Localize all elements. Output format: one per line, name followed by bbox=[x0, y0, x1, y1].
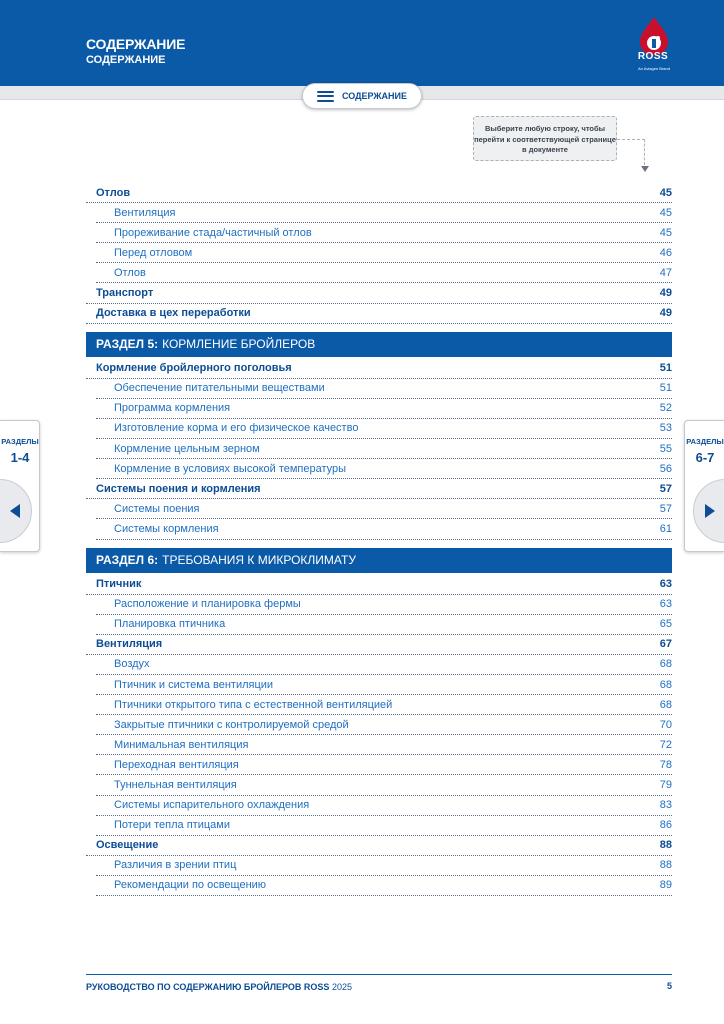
toc-entry-page: 68 bbox=[659, 658, 672, 671]
toc-entry-page: 68 bbox=[659, 678, 672, 691]
toc-topic-row[interactable] bbox=[96, 856, 672, 876]
hint-arrow-icon bbox=[641, 166, 649, 172]
prev-sections-tab[interactable] bbox=[0, 420, 40, 552]
toc-entry-page: 83 bbox=[659, 799, 672, 812]
toc-entry-title: Обеспечение питательными веществами bbox=[114, 382, 325, 395]
toc-entry-title: Вентиляция bbox=[96, 638, 163, 651]
toc-entry-title: Программа кормления bbox=[114, 402, 231, 415]
toc-entry-title: Туннельная вентиляция bbox=[114, 778, 237, 791]
next-sections-label: РАЗДЕЛЫ bbox=[686, 437, 724, 446]
toc-topic-row[interactable] bbox=[96, 399, 672, 419]
toc-entry-page: 52 bbox=[659, 402, 672, 415]
toc-entry-title: Освещение bbox=[96, 839, 159, 852]
footer-title bbox=[86, 982, 352, 992]
toc-entry-page: 49 bbox=[659, 307, 672, 320]
toc-entry-title: Перед отловом bbox=[114, 246, 193, 259]
toc-entry-page: 65 bbox=[659, 618, 672, 631]
arrow-left-icon bbox=[10, 504, 20, 518]
toc-entry-title: Рекомендации по освещению bbox=[114, 879, 267, 892]
footer-rule bbox=[86, 974, 672, 975]
toc-entry-page: 49 bbox=[659, 287, 672, 300]
toc-chapter-row[interactable] bbox=[86, 635, 672, 655]
navigation-hint: Выберите любую строку, чтобы перейти к соответствующей странице в документе bbox=[473, 116, 617, 161]
section-5-number: РАЗДЕЛ 5: bbox=[96, 337, 159, 352]
toc-entry-page: 47 bbox=[659, 266, 672, 279]
toc-entry-page: 67 bbox=[659, 638, 672, 651]
toc-entry-title: Системы поения bbox=[114, 502, 200, 515]
toc-entry-page: 45 bbox=[659, 186, 672, 199]
toc-topic-row[interactable] bbox=[96, 695, 672, 715]
toc-entry-title: Кормление в условиях высокой температуры bbox=[114, 462, 347, 475]
toc-topic-row[interactable] bbox=[96, 263, 672, 283]
logo-tagline: An Aviagen Brand bbox=[638, 66, 670, 71]
toc-chapter-row[interactable] bbox=[86, 183, 672, 203]
toc-entry-page: 79 bbox=[659, 778, 672, 791]
toc-topic-row[interactable] bbox=[96, 675, 672, 695]
toc-topic-row[interactable] bbox=[96, 796, 672, 816]
toc-entry-title: Закрытые птичники с контролируемой средой bbox=[114, 718, 349, 731]
toc-topic-row[interactable] bbox=[96, 243, 672, 263]
toc-entry-page: 53 bbox=[659, 422, 672, 435]
page-subtitle: СОДЕРЖАНИЕ bbox=[86, 54, 166, 66]
toc-entry-page: 55 bbox=[659, 442, 672, 455]
footer-year: 2025 bbox=[331, 982, 352, 992]
section-5-title: КОРМЛЕНИЕ БРОЙЛЕРОВ bbox=[162, 337, 316, 352]
toc-topic-row[interactable] bbox=[96, 223, 672, 243]
toc-entry-page: 51 bbox=[659, 362, 672, 375]
toc-entry-title: Отлов bbox=[96, 186, 131, 199]
table-of-contents bbox=[86, 183, 672, 896]
toc-entry-page: 78 bbox=[659, 758, 672, 771]
next-sections-tab[interactable] bbox=[684, 420, 724, 552]
toc-entry-page: 46 bbox=[659, 246, 672, 259]
toc-entry-page: 57 bbox=[659, 482, 672, 495]
logo-wordmark: ROSS bbox=[637, 51, 669, 62]
toc-chapter-row[interactable] bbox=[86, 836, 672, 856]
toc-topic-row[interactable] bbox=[96, 459, 672, 479]
hamburger-menu-icon bbox=[317, 91, 334, 102]
toc-entry-page: 63 bbox=[659, 598, 672, 611]
toc-topic-row[interactable] bbox=[96, 499, 672, 519]
toc-entry-page: 45 bbox=[659, 206, 672, 219]
toc-entry-title: Различия в зрении птиц bbox=[114, 859, 237, 872]
toc-topic-row[interactable] bbox=[96, 816, 672, 836]
toc-topic-row[interactable] bbox=[96, 735, 672, 755]
page-title: СОДЕРЖАНИЕ bbox=[86, 36, 186, 52]
toc-entry-page: 63 bbox=[659, 578, 672, 591]
toc-entry-page: 51 bbox=[659, 382, 672, 395]
toc-topic-row[interactable] bbox=[96, 615, 672, 635]
toc-button[interactable] bbox=[302, 83, 422, 109]
toc-entry-title: Воздух bbox=[114, 658, 150, 671]
footer-guide-name: РУКОВОДСТВО ПО СОДЕРЖАНИЮ БРОЙЛЕРОВ ROSS bbox=[86, 982, 330, 992]
toc-entry-title: Птичник bbox=[96, 578, 142, 591]
toc-chapter-row[interactable] bbox=[86, 479, 672, 499]
toc-entry-title: Переходная вентиляция bbox=[114, 758, 239, 771]
toc-entry-title: Системы кормления bbox=[114, 522, 219, 535]
toc-topic-row[interactable] bbox=[96, 775, 672, 795]
toc-entry-title: Кормление цельным зерном bbox=[114, 442, 260, 455]
toc-entry-title: Птичники открытого типа с естественной вентиляцией bbox=[114, 698, 393, 711]
toc-topic-row[interactable] bbox=[96, 655, 672, 675]
hint-connector bbox=[617, 139, 645, 165]
section-6-number: РАЗДЕЛ 6: bbox=[96, 553, 159, 567]
page-number: 5 bbox=[666, 981, 672, 991]
next-sections-range: 6-7 bbox=[695, 450, 715, 465]
toc-entry-page: 89 bbox=[659, 879, 672, 892]
toc-chapter-row[interactable] bbox=[86, 575, 672, 595]
toc-topic-row[interactable] bbox=[96, 755, 672, 775]
toc-entry-page: 88 bbox=[659, 839, 672, 852]
toc-chapter-row[interactable] bbox=[86, 304, 672, 324]
toc-entry-title: Прореживание стада/частичный отлов bbox=[114, 226, 312, 239]
toc-entry-title: Кормление бройлерного поголовья bbox=[96, 362, 292, 375]
toc-entry-page: 72 bbox=[659, 738, 672, 751]
toc-entry-title: Транспорт bbox=[96, 287, 154, 300]
toc-entry-title: Минимальная вентиляция bbox=[114, 738, 249, 751]
ross-logo-icon bbox=[631, 14, 677, 74]
toc-entry-title: Изготовление корма и его физическое качество bbox=[114, 422, 359, 435]
toc-group-top bbox=[86, 183, 672, 324]
page-header bbox=[0, 0, 724, 86]
toc-entry-title: Отлов bbox=[114, 266, 146, 279]
toc-button-label: СОДЕРЖАНИЕ bbox=[341, 91, 408, 101]
toc-chapter-row[interactable] bbox=[86, 283, 672, 303]
toc-entry-title: Расположение и планировка фермы bbox=[114, 598, 301, 611]
section-5-header[interactable] bbox=[86, 332, 672, 357]
toc-topic-row[interactable] bbox=[96, 379, 672, 399]
toc-entry-page: 70 bbox=[659, 718, 672, 731]
toc-topic-row[interactable] bbox=[96, 715, 672, 735]
toc-topic-row[interactable] bbox=[96, 519, 672, 539]
toc-topic-row[interactable] bbox=[96, 595, 672, 615]
toc-entry-page: 56 bbox=[659, 462, 672, 475]
toc-group-section-5 bbox=[86, 359, 672, 540]
toc-entry-page: 45 bbox=[659, 226, 672, 239]
toc-entry-page: 61 bbox=[659, 522, 672, 535]
section-6-header[interactable] bbox=[86, 548, 672, 573]
toc-entry-page: 86 bbox=[659, 819, 672, 832]
toc-chapter-row[interactable] bbox=[86, 359, 672, 379]
toc-topic-row[interactable] bbox=[96, 419, 672, 439]
toc-topic-row[interactable] bbox=[96, 439, 672, 459]
toc-topic-row[interactable] bbox=[96, 203, 672, 223]
prev-sections-label: РАЗДЕЛЫ bbox=[1, 437, 39, 446]
toc-entry-title: Системы испарительного охлаждения bbox=[114, 799, 310, 812]
toc-topic-row[interactable] bbox=[96, 876, 672, 896]
toc-entry-title: Птичник и система вентиляции bbox=[114, 678, 274, 691]
section-6-title: ТРЕБОВАНИЯ К МИКРОКЛИМАТУ bbox=[162, 553, 356, 567]
toc-group-section-6 bbox=[86, 575, 672, 897]
toc-entry-page: 68 bbox=[659, 698, 672, 711]
toc-entry-title: Системы поения и кормления bbox=[96, 482, 261, 495]
toc-entry-title: Вентиляция bbox=[114, 206, 176, 219]
prev-sections-range: 1-4 bbox=[10, 450, 30, 465]
arrow-right-icon bbox=[705, 504, 715, 518]
toc-entry-title: Доставка в цех переработки bbox=[96, 307, 251, 320]
toc-entry-page: 88 bbox=[659, 859, 672, 872]
toc-entry-page: 57 bbox=[659, 502, 672, 515]
toc-entry-title: Потери тепла птицами bbox=[114, 819, 230, 832]
toc-entry-title: Планировка птичника bbox=[114, 618, 226, 631]
